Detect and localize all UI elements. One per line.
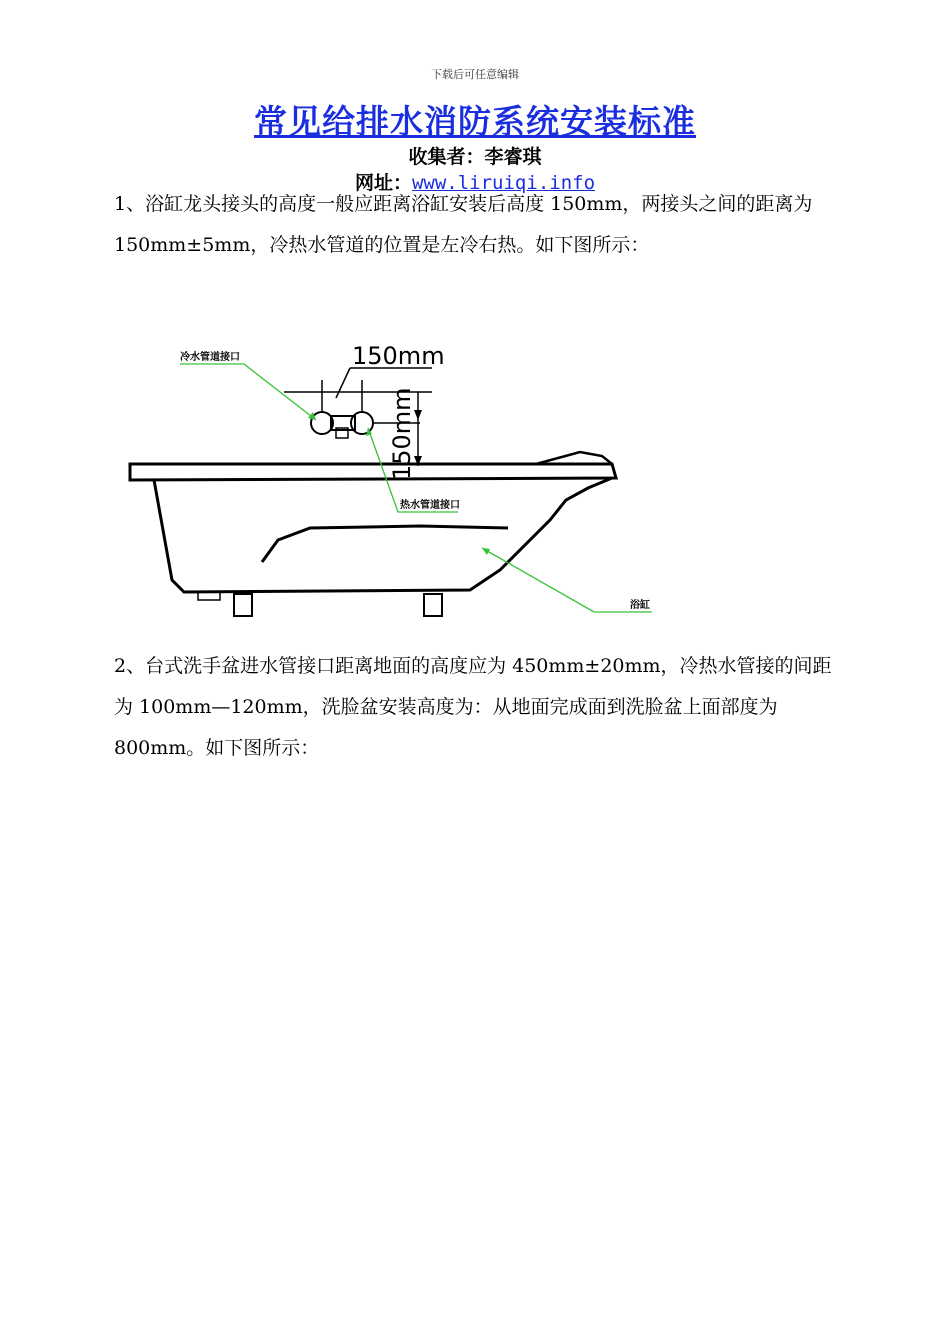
cold-water-connector-icon	[311, 412, 333, 434]
tub-foot-left	[234, 594, 252, 616]
tub-inner-curve	[262, 526, 508, 562]
collector-line: 收集者：李睿琪	[408, 146, 542, 168]
website-label: 网址：	[354, 172, 412, 194]
bathtub-label: 浴缸	[630, 600, 650, 611]
bathtub-diagram	[118, 330, 678, 630]
dimension-vertical: 150mm	[388, 387, 416, 480]
website-link[interactable]: www.liruiqi.info	[411, 172, 596, 194]
tub-label-leader	[482, 548, 652, 612]
dimension-horizontal: 150mm	[352, 342, 445, 370]
header-note: 下载后可任意编辑	[431, 68, 519, 81]
tub-rim	[130, 464, 616, 480]
hot-water-label: 热水管道接口	[400, 500, 460, 511]
tub-back-edge	[536, 452, 612, 464]
page-title: 常见给排水消防系统安装标准	[254, 102, 696, 141]
paragraph-2: 2、台式洗手盆进水管接口距离地面的高度应为 450mm±20mm，冷热水管接的间距为 100mm—120mm，洗脸盆安装高度为：从地面完成面到洗脸盆上面部度为 800mm。如下图所示：	[114, 655, 832, 759]
tub-foot-right	[424, 594, 442, 616]
tub-body	[154, 478, 612, 592]
cold-water-label: 冷水管道接口	[180, 352, 240, 363]
paragraph-1: 1、浴缸龙头接头的高度一般应距离浴缸安装后高度 150mm，两接头之间的距离为 150mm±5mm，冷热水管道的位置是左冷右热。如下图所示：	[114, 193, 813, 256]
